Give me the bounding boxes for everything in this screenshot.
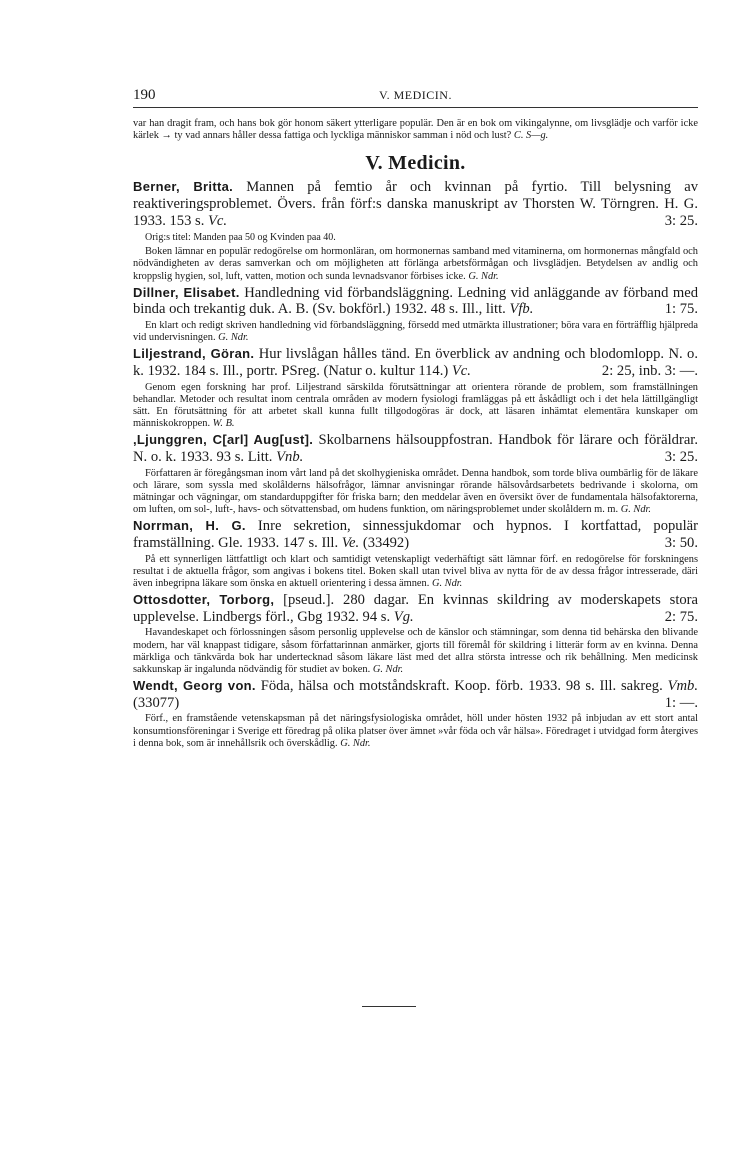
entry-heading	[133, 518, 698, 551]
entry-classification: Vg.	[393, 608, 414, 625]
entry-text: Handledning vid förbandsläggning. Ledning vid anläggande av förband med binda och trekantig duk. A. B. (Sv. bokförl.) 1932. 48 s. Ill., litt.	[133, 284, 698, 318]
entry-author: Ottosdotter, Torborg,	[133, 592, 275, 608]
entry-classification: Vnb.	[276, 448, 304, 465]
entry-review-text: Boken lämnar en populär redogörelse om hormonläran, om hormonernas samband med vitaminerna, om hormonernas mångfald och nödvändigheten av deras samverkan och om möjligheten att förlänga arbetsförmågan och livsglädjen. Betydelsen av andlig och kroppslig hygien, sol, luft, vatten, motion och sunda levnadsvanor förbises icke.	[133, 246, 698, 282]
entry-price: 2: 75.	[664, 608, 698, 625]
entry-price: 3: 50.	[664, 534, 698, 551]
intro-paragraph	[133, 118, 698, 142]
entry-author: ,Ljunggren, C[arl] Aug[ust].	[133, 432, 314, 448]
entry-text: Inre sekretion, sinnessjukdomar och hypnos. I kortfattad, populär framställning. Gle. 1933. 147 s. Ill.	[133, 518, 698, 551]
entry-reviewer: G. Ndr.	[431, 577, 463, 589]
entry-heading	[133, 346, 698, 379]
entry-item	[133, 346, 698, 430]
entry-item	[133, 432, 698, 516]
entry-text: Mannen på femtio år och kvinnan på fyrtio. Till belysning av reaktiveringsproblemet. Övers. från förf:s danska manuskript av Thorsten W. Törngren. H. G. 1933. 153 s.	[133, 179, 698, 229]
entry-review	[133, 713, 698, 750]
entry-price: 1: 75.	[664, 301, 698, 318]
entry-author: Liljestrand, Göran.	[133, 346, 255, 362]
entry-item	[133, 518, 698, 590]
entry-classification: Ve.	[341, 534, 360, 551]
entry-author: Dillner, Elisabet.	[133, 284, 240, 300]
entry-heading	[133, 592, 698, 625]
entry-heading	[133, 179, 698, 229]
entry-author: Norrman, H. G.	[133, 518, 246, 534]
page-content	[133, 118, 698, 750]
entry-reviewer: G. Ndr.	[340, 737, 371, 749]
section-title: V. Medicin.	[365, 152, 466, 175]
entry-review-text: På ett synnerligen lättfattligt och klart och samtidigt vetenskapligt vederhäftigt sätt lämnar förf. en redogörelse för forskningens resultat i de aktuella frågor, som angivas i bokens titel. Boken skall utan tvivel bliva av nytta för de av dessa frågor intresserade, däri även inbegripna läkare som önska en aktuell orientering i dessa ämnen.	[133, 553, 698, 589]
entry-price: 3: 25.	[664, 448, 698, 465]
entry-review	[133, 246, 698, 283]
entry-review	[133, 468, 698, 517]
entry-text: Skolbarnens hälsouppfostran. Handbok för lärare och föräldrar. N. o. k. 1933. 93 s. Litt.	[133, 432, 699, 465]
entry-review	[133, 627, 698, 676]
entry-price: 1: —.	[664, 694, 698, 711]
entry-review-text: Förf., en framstående vetenskapsman på det näringsfysiologiska området, höll under hösten 1932 på inbjudan av ett stort antal konsumtionsföreningar i Sverige ett föredrag på olika platser över ämnet »vår föda och vår hälsa». Föredraget i utvidgad form återgives i denna bok, som är innehållsrik och överskådlig.	[133, 713, 698, 749]
entry-classification: Vc.	[208, 212, 228, 229]
entry-item	[133, 285, 698, 345]
entry-price: 2: 25, inb. 3: —.	[601, 362, 698, 379]
entry-text: Föda, hälsa och motståndskraft. Koop. förb. 1933. 98 s. Ill. sakreg.	[260, 678, 663, 695]
entry-reviewer: G. Ndr.	[218, 332, 249, 344]
entry-reviewer: G. Ndr.	[620, 504, 652, 516]
page-header	[133, 87, 698, 108]
entry-review	[133, 554, 698, 591]
entry-review-text: Havandeskapet och förlossningen såsom personlig upplevelse och de känslor och stämningar, som denna tid behärska den blivande modern, har väl knappast tidigare, såsom författarinnan anmärker, gjorts till föremål för skildring i litterär form av en kvinna. Denna märkliga och tänkvärda bok har undertecknad såsom läkare läst med det allra största intresse och rik behållning. Men medicinsk sakkunskap är ingalunda nödvändig för studiet av boken.	[133, 627, 698, 675]
entry-number: (33077)	[133, 694, 180, 711]
entry-item	[133, 678, 698, 750]
entry-classification: Vmb.	[667, 678, 698, 695]
page-number: 190	[133, 87, 156, 103]
entry-author: Wendt, Georg von.	[133, 678, 256, 694]
entry-reviewer: G. Ndr.	[468, 270, 499, 282]
entry-review	[133, 320, 698, 344]
entry-text: [pseud.]. 280 dagar. En kvinnas skildring av moderskapets stora upplevelse. Lindbergs förl., Gbg 1932. 94 s.	[133, 592, 699, 625]
entry-reviewer: W. B.	[212, 418, 235, 430]
entry-reviewer: G. Ndr.	[372, 663, 404, 675]
entry-item	[133, 592, 698, 676]
entry-number: (33492)	[362, 534, 410, 551]
running-head: V. MEDICIN.	[379, 88, 452, 102]
entry-heading	[133, 678, 698, 711]
entry-review	[133, 382, 698, 431]
entry-item	[133, 179, 698, 282]
entry-heading	[133, 285, 698, 318]
entry-review-text: Författaren är föregångsman inom vårt land på det skolhygieniska området. Denna handbok, som torde bliva oumbärlig för de läkare och lärare, som syssla med skolålderns hälsofrågor, lämnar anvisningar rörande hälsovårdsarbetets bedrivande i skolorna, om mätningar och vägningar, om standarduppgifter för friska barn; den meddelar även en översikt över de fundamentala hälsofaktorerna, om luften, om sol-, luft-, havs- och sötvattensbad, om hudens funktion, om näringsproblemet under skolåldern m. m.	[133, 467, 698, 516]
entry-review-text: En klart och redigt skriven handledning vid förbandsläggning, försedd med utmärkta illustrationer; böra vara en förträfflig hjälpreda vid undervisningen.	[133, 319, 698, 344]
entry-classification: Vc.	[451, 362, 471, 379]
entry-price: 3: 25.	[664, 212, 698, 229]
entry-text: Hur livslågan hålles tänd. En överblick av andning och blodomlopp. N. o. k. 1932. 184 s. Ill., portr. PSreg. (Natur o. kultur 114.)	[133, 346, 698, 379]
intro-signature: C. S—g.	[513, 130, 549, 142]
entry-review-text: Genom egen forskning har prof. Liljestrand särskilda förutsättningar att orientera rörande de problem, som framställningen behandlar. Metoder och resultat inom centrala områden av modern fysiologi framläggas på ett åskådligt och i det hela lättillgängligt sätt. En förutsättning för att arbetet skall kunna fullt tillgodogöras är dock, att läsaren inhämtat elementära kunskaper om människokroppen.	[133, 381, 698, 430]
intro-text: var han dragit fram, och hans bok gör honom säkert ytterligare populär. Den är en bok om vikingalynne, om livsglädje och varför icke kärlek → ty vad annars håller dessa fattiga och lyckliga människor samman i nöd och lust?	[133, 118, 698, 142]
footer-rule	[362, 1006, 416, 1007]
entry-heading	[133, 432, 698, 465]
entry-classification: Vfb.	[509, 301, 534, 318]
entry-author: Berner, Britta.	[133, 179, 234, 195]
entry-list	[133, 179, 698, 750]
entry-original-title: Orig:s titel: Manden paa 50 og Kvinden paa 40.	[145, 232, 336, 244]
